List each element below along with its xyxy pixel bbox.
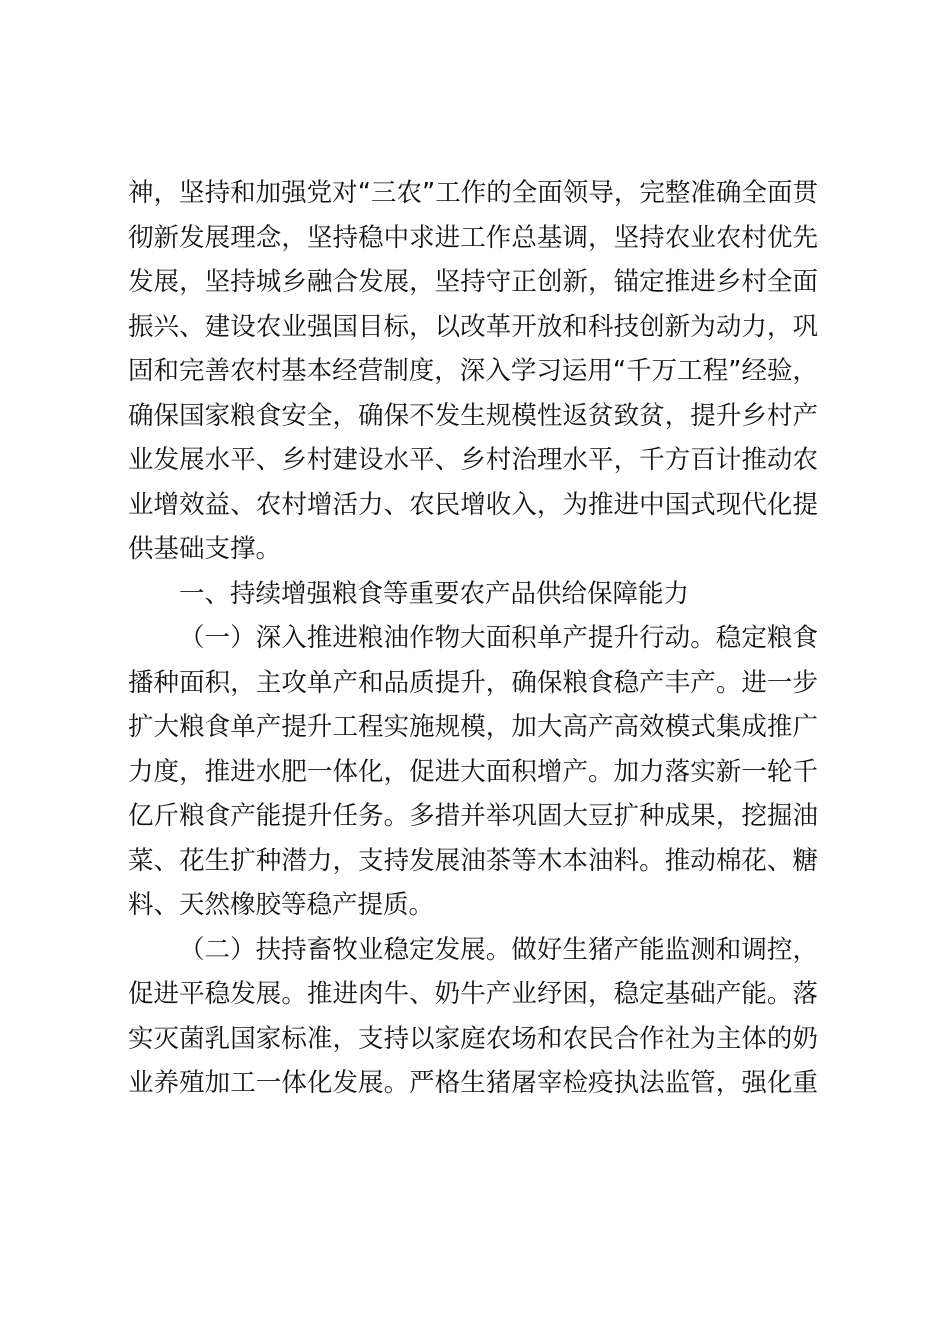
paragraph-line: 彻新发展理念，坚持稳中求进工作总基调，坚持农业农村优先 <box>128 222 818 253</box>
paragraph-line: 业增效益、农村增活力、农民增收入，为推进中国式现代化提 <box>128 489 818 520</box>
paragraph-line: 业养殖加工一体化发展。严格生猪屠宰检疫执法监管，强化重 <box>128 1068 818 1098</box>
paragraph-line: 促进平稳发展。推进肉牛、奶牛产业纾困，稳定基础产能。落 <box>128 979 818 1009</box>
paragraph-line: 实灭菌乳国家标准，支持以家庭农场和农民合作社为主体的奶 <box>128 1023 818 1054</box>
paragraph-line: 力度，推进水肥一体化，促进大面积增产。加力落实新一轮千 <box>128 756 818 787</box>
paragraph-line: 业发展水平、乡村建设水平、乡村治理水平，千方百计推动农 <box>128 445 818 475</box>
paragraph-line: 菜、花生扩种潜力，支持发展油茶等木本油料。推动棉花、糖 <box>128 845 818 876</box>
paragraph-line: 料、天然橡胶等稳产提质。 <box>128 890 435 920</box>
paragraph-line: （二）扶持畜牧业稳定发展。做好生猪产能监测和调控， <box>179 934 818 965</box>
paragraph-line: 供基础支撑。 <box>128 534 282 564</box>
paragraph-line: 播种面积，主攻单产和品质提升，确保粮食稳产丰产。进一步 <box>128 667 818 698</box>
paragraph-line: 确保国家粮食安全，确保不发生规模性返贫致贫，提升乡村产 <box>128 400 818 431</box>
paragraph-line: 振兴、建设农业强国目标，以改革开放和科技创新为动力，巩 <box>128 311 818 342</box>
paragraph-line: 神，坚持和加强党对“三农”工作的全面领导，完整准确全面贯 <box>128 178 818 208</box>
paragraph-line: 固和完善农村基本经营制度，深入学习运用“千万工程”经验， <box>128 356 818 386</box>
paragraph-line: 亿斤粮食产能提升任务。多措并举巩固大豆扩种成果，挖掘油 <box>128 801 818 831</box>
paragraph-line: （一）深入推进粮油作物大面积单产提升行动。稳定粮食 <box>179 623 818 653</box>
document-body <box>128 171 818 1106</box>
paragraph-line: 扩大粮食单产提升工程实施规模，加大高产高效模式集成推广 <box>128 712 818 742</box>
section-heading: 一、持续增强粮食等重要农产品供给保障能力 <box>179 578 690 609</box>
paragraph-line: 发展，坚持城乡融合发展，坚持守正创新，锚定推进乡村全面 <box>128 267 818 297</box>
